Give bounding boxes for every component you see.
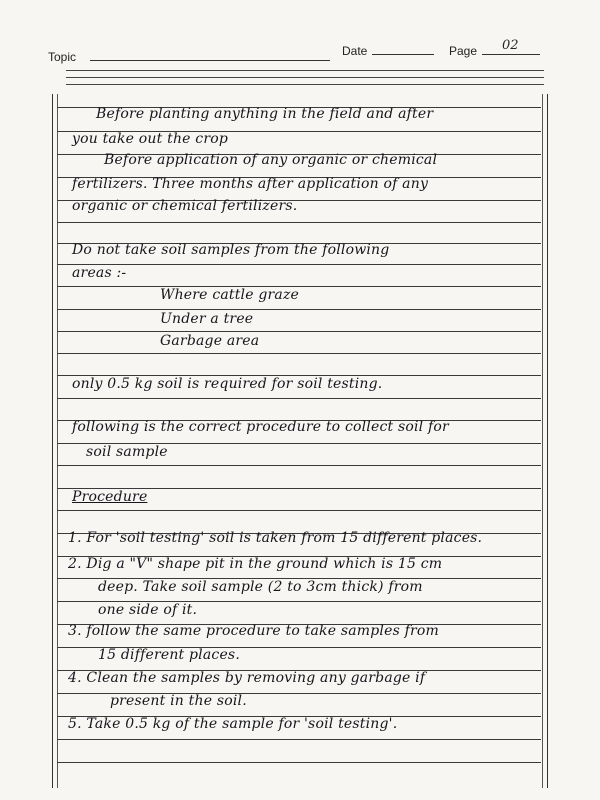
- topic-line: [90, 60, 330, 61]
- ruled-line: [57, 309, 541, 310]
- procedure-step: present in the soil.: [110, 693, 247, 709]
- handwritten-line: Do not take soil samples from the following: [72, 242, 390, 258]
- ruled-line: [57, 465, 541, 466]
- handwritten-line: areas :-: [72, 265, 127, 281]
- handwritten-line: Before planting anything in the field and after: [96, 106, 434, 122]
- handwritten-line: only 0.5 kg soil is required for soil testing.: [72, 376, 383, 392]
- page-label: Page: [449, 44, 478, 58]
- ruled-line: [57, 739, 541, 740]
- handwritten-line: Under a tree: [160, 311, 254, 327]
- page-line: [482, 54, 540, 55]
- ruled-line: [57, 264, 541, 265]
- ruled-line: [57, 762, 541, 763]
- handwritten-line: you take out the crop: [72, 131, 229, 147]
- top-rule-2: [66, 77, 544, 78]
- ruled-line: [57, 398, 541, 399]
- ruled-line: [57, 222, 541, 223]
- procedure-step: 3. follow the same procedure to take samples from: [68, 623, 440, 639]
- handwritten-line: Garbage area: [160, 333, 260, 349]
- top-rule-3: [66, 84, 544, 85]
- handwritten-line: Before application of any organic or chemical: [104, 152, 438, 168]
- procedure-heading: Procedure: [72, 489, 148, 505]
- handwritten-line: soil sample: [86, 444, 168, 460]
- page-number: 02: [502, 38, 519, 53]
- procedure-step: 1. For 'soil testing' soil is taken from 15 different places.: [68, 530, 483, 546]
- procedure-step: one side of it.: [98, 602, 198, 618]
- date-label: Date: [342, 44, 368, 58]
- procedure-step: 2. Dig a "V" shape pit in the ground which is 15 cm: [68, 556, 443, 572]
- ruled-line: [57, 331, 541, 332]
- procedure-step: 15 different places.: [98, 647, 240, 663]
- ruled-line: [57, 510, 541, 511]
- top-rule-1: [66, 70, 544, 71]
- procedure-step: deep. Take soil sample (2 to 3cm thick) from: [98, 579, 423, 595]
- handwritten-line: following is the correct procedure to collect soil for: [72, 419, 449, 435]
- procedure-step: 5. Take 0.5 kg of the sample for 'soil testing'.: [68, 716, 398, 732]
- page-header: [0, 0, 600, 70]
- handwritten-line: Where cattle graze: [160, 287, 300, 303]
- ruled-line: [57, 353, 541, 354]
- handwritten-line: organic or chemical fertilizers.: [72, 198, 298, 214]
- procedure-step: 4. Clean the samples by removing any garbage if: [68, 670, 426, 686]
- date-line: [372, 54, 434, 55]
- topic-label: Topic: [48, 50, 77, 64]
- handwritten-line: fertilizers. Three months after application of any: [72, 176, 429, 192]
